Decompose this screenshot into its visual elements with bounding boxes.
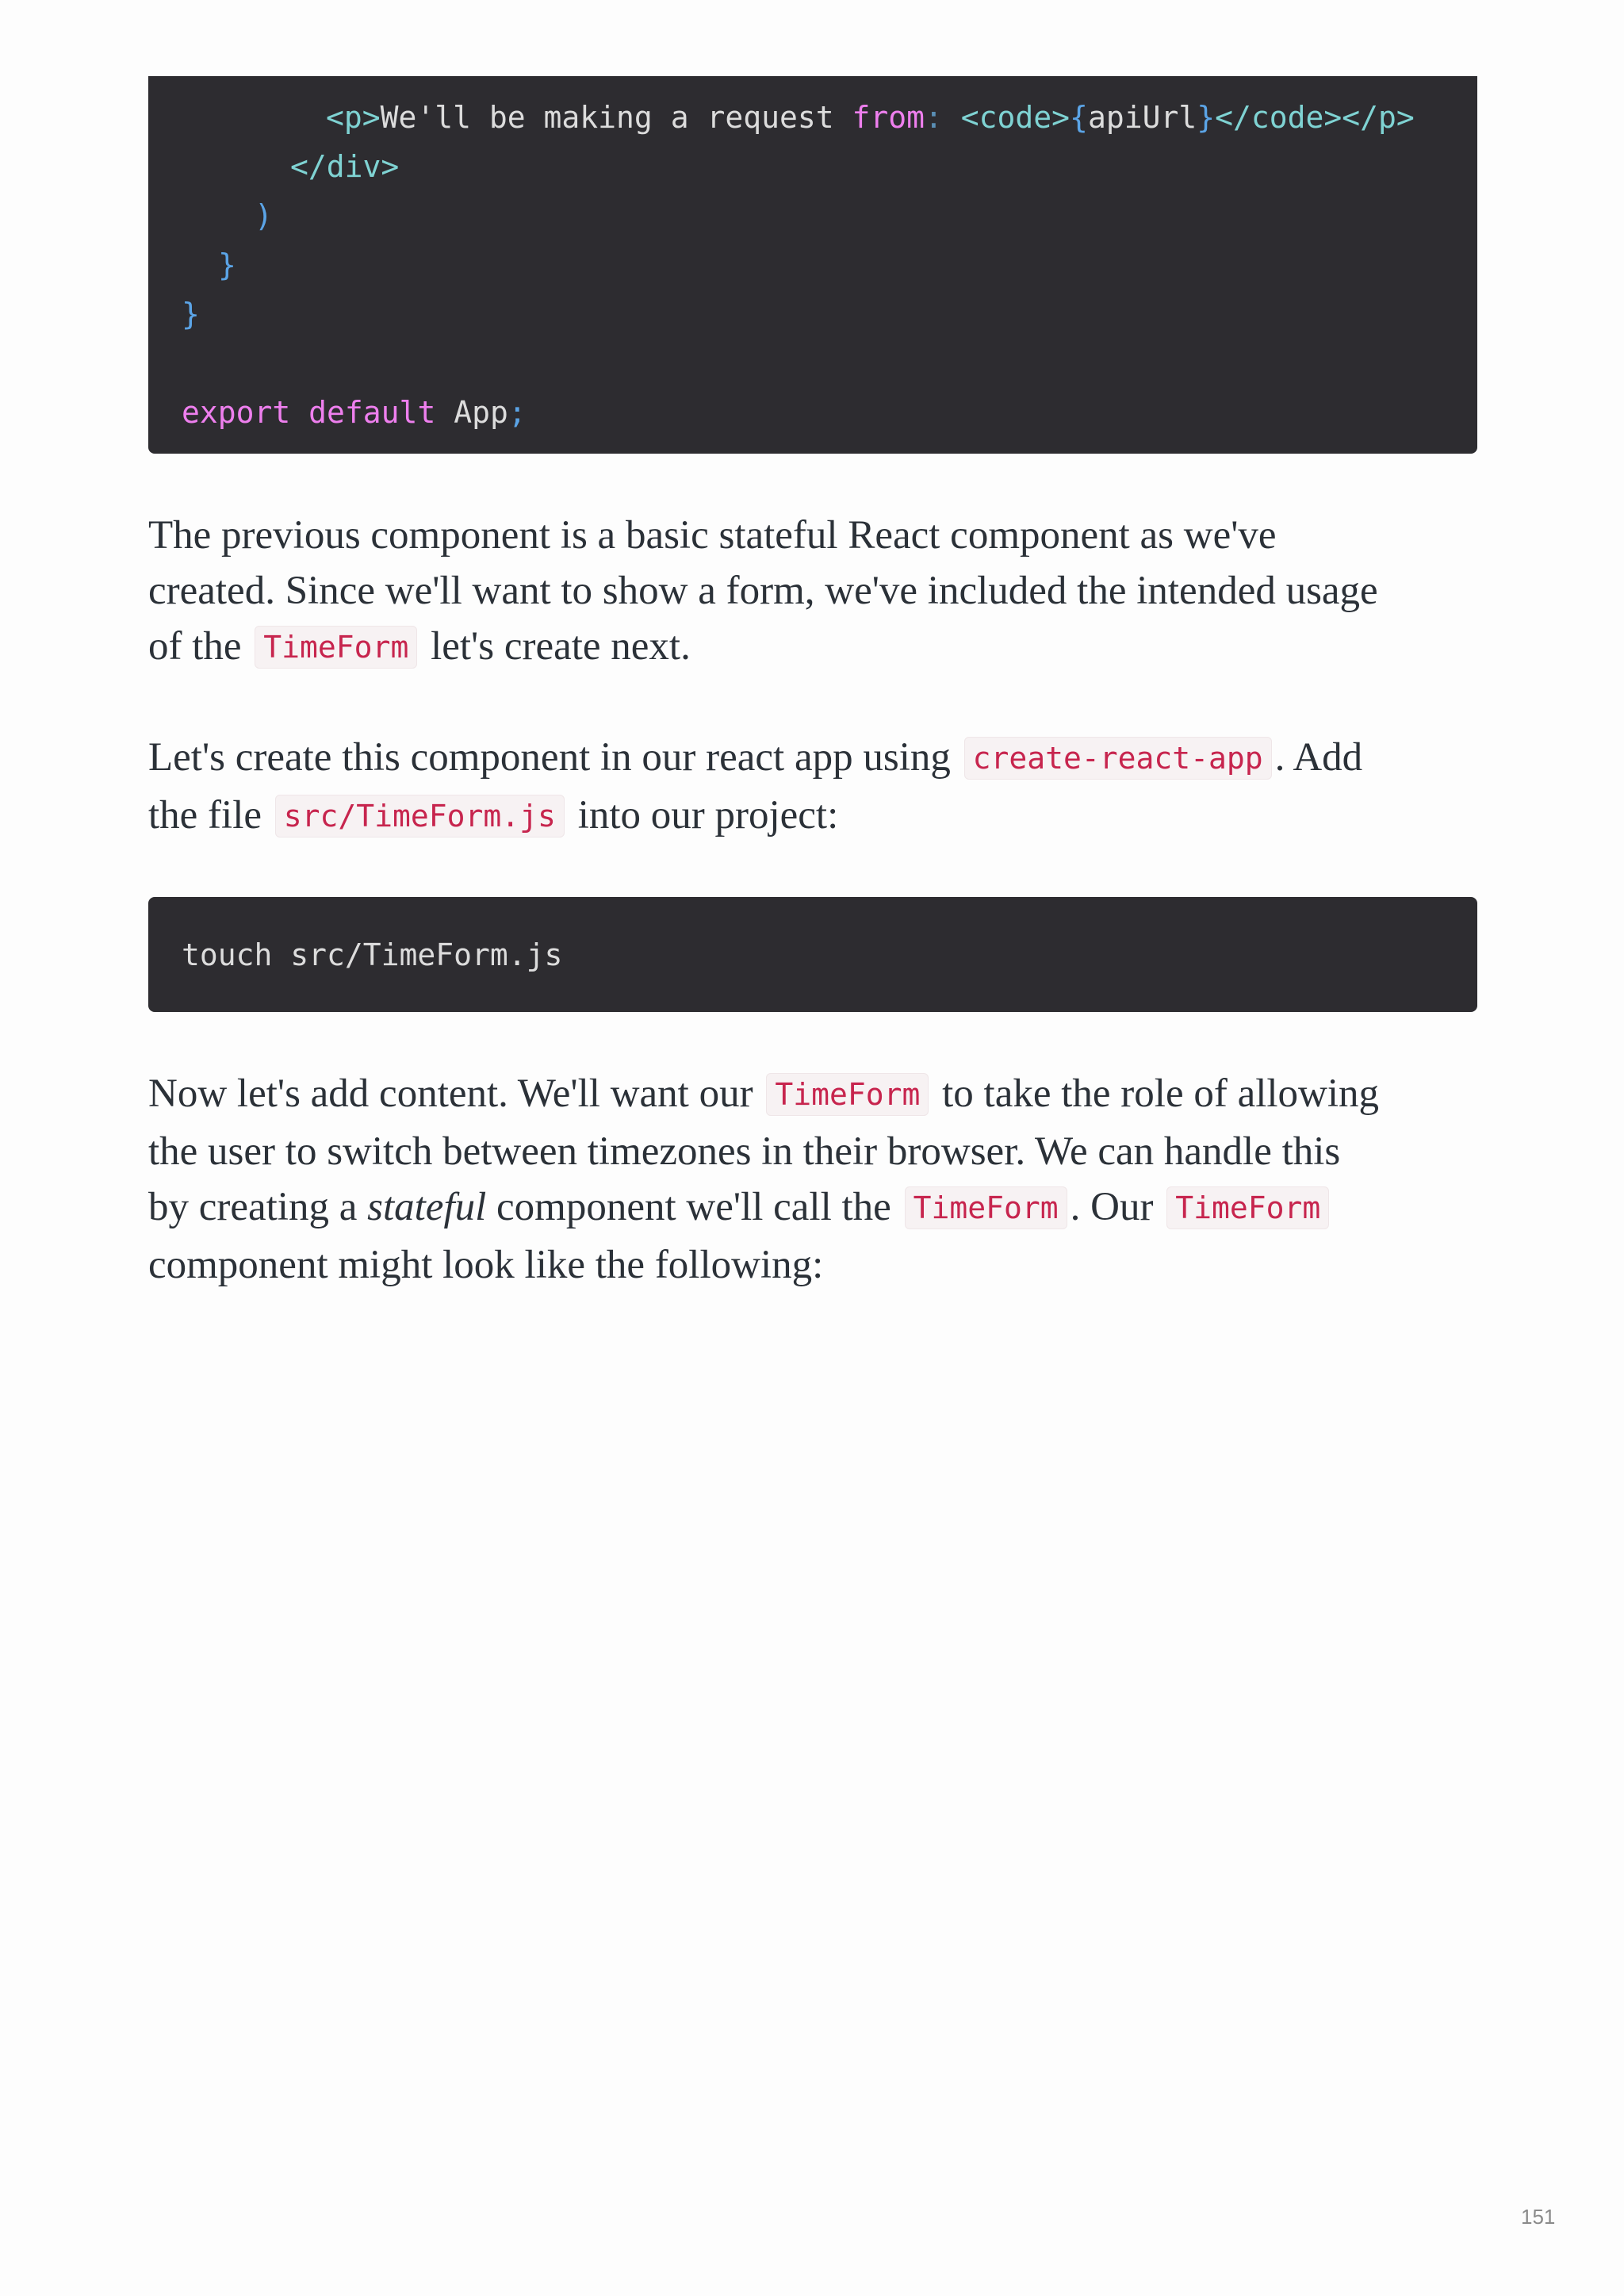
paragraph-create-component [148, 730, 1496, 845]
code-colon: : [924, 100, 943, 135]
code-close-p-tag: </p> [1342, 100, 1415, 135]
paragraph1-line3-text-after: let's create next. [431, 624, 691, 669]
paragraph3-line2: the user to switch between timezones in their browser. We can handle this [148, 1129, 1341, 1174]
code-close-brace-render: } [218, 247, 236, 282]
code-keyword-from: from [852, 100, 925, 135]
paragraph1-line3 [148, 619, 1496, 677]
code-line-1 [326, 100, 1415, 135]
code-open-code-tag: <code> [960, 100, 1071, 135]
code-block-touch-command [148, 897, 1477, 1012]
paragraph1-line2: created. Since we'll want to show a form, we've included the intended usage [148, 569, 1378, 613]
paragraph1-line1: The previous component is a basic stateful React component as we've [148, 513, 1277, 558]
paragraph3-line4: component might look like the following: [148, 1243, 824, 1287]
code-close-div-tag: </div> [290, 149, 400, 184]
paragraph3-line1-text: Now let's add content. We'll want our [148, 1071, 753, 1116]
paragraph2-line2-text: the file [148, 793, 262, 838]
code-close-brace: } [1197, 100, 1216, 135]
page-number: 151 [1521, 2205, 1556, 2229]
paragraph2-line1-text-after: . Add [1274, 735, 1363, 780]
code-command-text: touch src/TimeForm.js [182, 937, 563, 972]
paragraph3-line3 [148, 1179, 1496, 1237]
inline-code-src-timeform-js: src/TimeForm.js [275, 795, 565, 838]
code-close-paren: ) [255, 198, 273, 233]
code-text: We'll be making a request [380, 100, 852, 135]
paragraph-previous-component [148, 508, 1496, 677]
code-close-code-tag: </code> [1215, 100, 1342, 135]
paragraph2-line1 [148, 730, 1496, 788]
inline-code-timeform-3: TimeForm [1166, 1186, 1329, 1229]
inline-code-timeform: TimeForm [255, 626, 417, 669]
code-close-brace-class: } [182, 297, 200, 332]
code-identifier-app: App [454, 395, 508, 430]
code-line-2 [290, 151, 399, 182]
code-command-line [182, 937, 563, 972]
code-semicolon: ; [508, 395, 527, 430]
code-open-brace: { [1070, 100, 1088, 135]
paragraph3-line3-text-mid: component we'll call the [496, 1185, 891, 1229]
paragraph2-line2-text-after: into our project: [577, 793, 839, 838]
paragraph2-line2 [148, 788, 1496, 845]
code-line-6 [182, 395, 527, 430]
paragraph2-line1-text: Let's create this component in our react app using [148, 735, 951, 780]
inline-code-timeform-1: TimeForm [766, 1073, 929, 1116]
code-open-p-tag: <p> [326, 100, 381, 135]
code-block-app-render [148, 76, 1477, 454]
inline-code-create-react-app: create-react-app [964, 737, 1272, 780]
code-line-5 [182, 297, 200, 332]
code-line-3 [255, 198, 273, 233]
paragraph3-line3-text: by creating a [148, 1185, 358, 1229]
paragraph3-line3-text-mid2: . Our [1070, 1185, 1154, 1229]
paragraph1-line3-text: of the [148, 624, 242, 669]
code-keyword-default: default [308, 395, 436, 430]
code-keyword-export: export [182, 395, 291, 430]
paragraph3-line1 [148, 1066, 1496, 1124]
code-line-4 [218, 247, 236, 282]
paragraph-add-content [148, 1066, 1496, 1293]
emphasis-stateful: stateful [367, 1185, 487, 1229]
inline-code-timeform-2: TimeForm [905, 1186, 1067, 1229]
paragraph3-line1-text-after: to take the role of allowing [942, 1071, 1380, 1116]
code-variable-apiurl: apiUrl [1087, 100, 1197, 135]
